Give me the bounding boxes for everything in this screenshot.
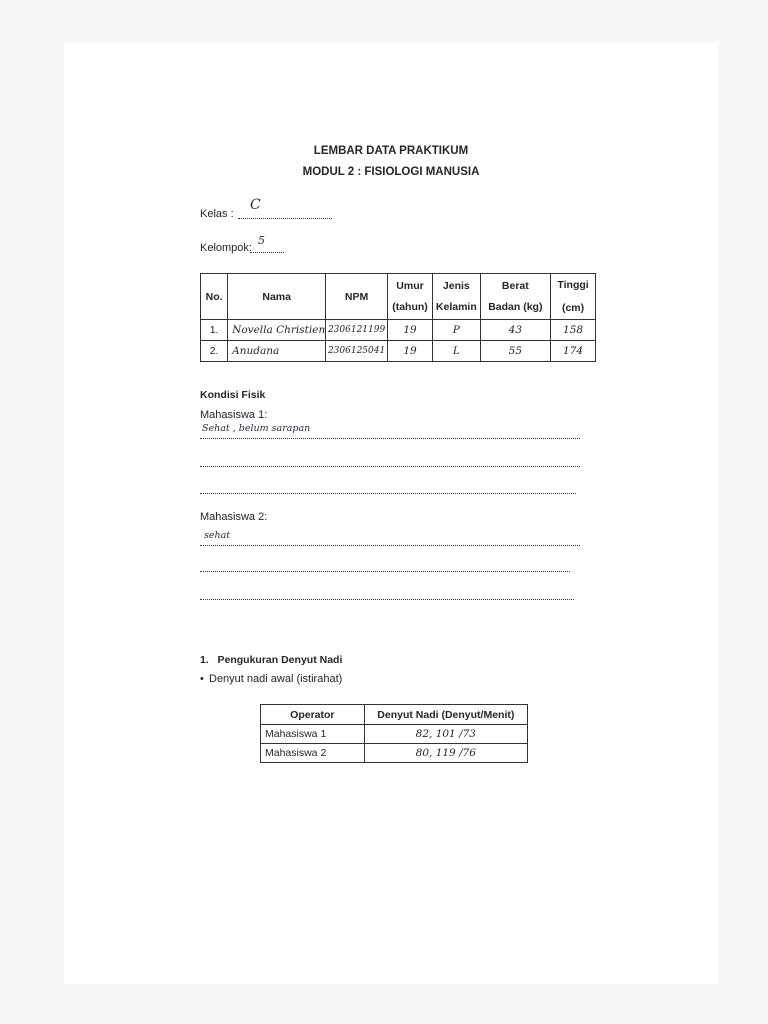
header-berat xyxy=(480,274,551,320)
row1-umur: 19 xyxy=(387,320,432,341)
kelas-value: C xyxy=(250,197,261,213)
row2-tinggi: 174 xyxy=(551,341,596,362)
kelompok-dotted-line xyxy=(250,252,284,253)
table-header-row xyxy=(201,274,596,320)
header-berat-bottom: Badan (kg) xyxy=(488,301,543,313)
kondisi-fisik-heading: Kondisi Fisik xyxy=(200,389,266,401)
kelas-dotted-line xyxy=(238,218,332,219)
row1-jk: P xyxy=(433,320,480,341)
pulse-row1-operator: Mahasiswa 1 xyxy=(261,725,365,744)
row2-umur: 19 xyxy=(387,341,432,362)
table-row xyxy=(261,725,528,744)
row2-no: 2. xyxy=(201,341,228,362)
header-nama: Nama xyxy=(228,274,326,320)
header-operator: Operator xyxy=(261,705,365,725)
table-row xyxy=(201,320,596,341)
mahasiswa1-line-3 xyxy=(200,493,576,494)
row2-npm: 2306125041 xyxy=(326,341,388,362)
section1-bullet-text: Denyut nadi awal (istirahat) xyxy=(209,673,343,685)
row2-berat: 55 xyxy=(480,341,551,362)
pulse-row2-value: 80, 119 /76 xyxy=(364,744,527,763)
header-tinggi-bottom: (cm) xyxy=(561,302,585,314)
row2-jk: L xyxy=(433,341,480,362)
document-title: LEMBAR DATA PRAKTIKUM xyxy=(313,145,469,157)
header-umur xyxy=(387,274,432,320)
header-berat-top: Berat xyxy=(501,280,529,292)
paper-sheet xyxy=(64,42,718,984)
document-subtitle: MODUL 2 : FISIOLOGI MANUSIA xyxy=(302,166,480,178)
row1-berat: 43 xyxy=(480,320,551,341)
mahasiswa2-line-3 xyxy=(200,599,574,600)
header-tinggi xyxy=(551,274,596,320)
pulse-table xyxy=(260,704,528,763)
header-no: No. xyxy=(201,274,228,320)
header-tinggi-top: Tinggi xyxy=(557,279,589,291)
mahasiswa1-line-2 xyxy=(200,466,580,467)
bullet-icon: • xyxy=(200,673,204,685)
header-umur-bottom: (tahun) xyxy=(392,301,428,313)
header-jenis xyxy=(433,274,480,320)
mahasiswa1-label: Mahasiswa 1: xyxy=(200,409,268,421)
student-table xyxy=(200,273,596,362)
section1-heading: 1. Pengukuran Denyut Nadi xyxy=(200,654,343,666)
header-umur-top: Umur xyxy=(396,280,424,292)
kelompok-value: 5 xyxy=(258,234,265,247)
pulse-header-row xyxy=(261,705,528,725)
header-jenis-top: Jenis xyxy=(442,280,470,292)
mahasiswa2-condition: sehat xyxy=(204,530,231,541)
mahasiswa2-label: Mahasiswa 2: xyxy=(200,511,268,523)
pulse-row1-value: 82, 101 /73 xyxy=(364,725,527,744)
table-row xyxy=(261,744,528,763)
row1-nama: Novella Christien xyxy=(228,320,326,341)
row1-npm: 2306121199 xyxy=(326,320,388,341)
row2-nama: Anudana xyxy=(228,341,326,362)
mahasiswa2-line-1 xyxy=(200,545,580,546)
row1-no: 1. xyxy=(201,320,228,341)
mahasiswa1-condition: Sehat , belum sarapan xyxy=(202,423,311,434)
mahasiswa1-line-1 xyxy=(200,438,580,439)
header-denyut: Denyut Nadi (Denyut/Menit) xyxy=(364,705,527,725)
pulse-row2-operator: Mahasiswa 2 xyxy=(261,744,365,763)
kelas-label: Kelas : xyxy=(200,208,234,220)
header-jenis-bottom: Kelamin xyxy=(435,301,477,313)
mahasiswa2-line-2 xyxy=(200,571,570,572)
row1-tinggi: 158 xyxy=(551,320,596,341)
header-npm: NPM xyxy=(326,274,388,320)
kelompok-label: Kelompok: xyxy=(200,242,252,254)
table-row xyxy=(201,341,596,362)
